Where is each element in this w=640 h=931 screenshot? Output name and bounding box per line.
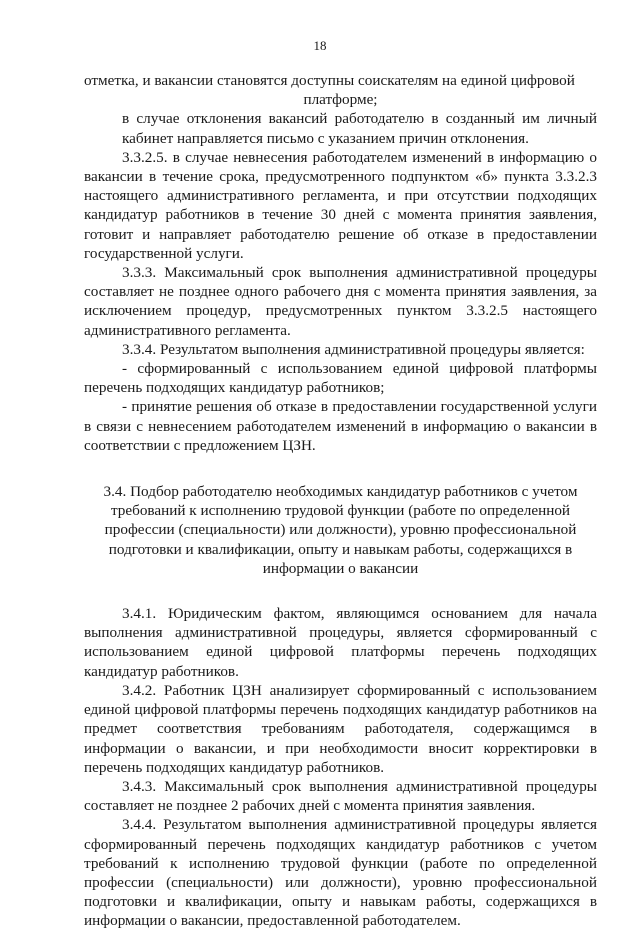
section-heading-3-4 [84,482,597,578]
heading-line: информации о вакансии [262,559,419,577]
paragraph-3-4-1: 3.4.1. Юридическим фактом, являющимся основанием для начала выполнения административной процедуры, является сформированный с использованием единой цифровой платформы перечень подходящих кандидатур работников. [84,605,597,680]
paragraph-list-item-2: - принятие решения об отказе в предоставлении государственной услуги в связи с невнесением работодателем изменений в информацию о вакансии в соответствии с предложением ЦЗН. [84,398,597,454]
paragraph-continuation: отметка, и вакансии становятся доступны соискателям на единой цифровой [84,72,575,89]
paragraph-3-3-3: 3.3.3. Максимальный срок выполнения административной процедуры составляет не позднее одного рабочего дня с момента принятия заявления, за исключением процедур, предусмотренных пунктом 3.3.2.5 настоящего административного регламента. [84,264,597,339]
paragraph-list-item-1: - сформированный с использованием единой цифровой платформы перечень подходящих кандидатур работников; [84,360,597,397]
heading-line: требований к исполнению трудовой функции (работе по определенной [110,502,571,520]
paragraph-3-3-4: 3.3.4. Результатом выполнения административной процедуры является: [122,340,585,358]
heading-line: 3.4. Подбор работодателю необходимых кандидатур работников с учетом [103,483,578,501]
paragraph-continuation-end: платформе; [303,91,378,109]
paragraph-3-4-2: 3.4.2. Работник ЦЗН анализирует сформированный с использованием единой цифровой платформы перечень подходящих кандидатур работников на предмет соответствия требованиям работодателя, содержащимся в информации о вакансии, и при необходимости вносит корректировки в перечень подходящих кандидатур работников. [84,681,597,776]
paragraph-rejection-notice: в случае отклонения вакансий работодателю в созданный им личный кабинет направляется письмо с указанием причин отклонения. [122,110,597,147]
paragraph-3-4-4: 3.4.4. Результатом выполнения административной процедуры является сформированный перечень подходящих кандидатур работников с учетом требований к исполнению трудовой функции (работе по определенной профессии (специальности) или должности), уровню профессиональной подготовки и квалификации, опыту и навыкам работы, содержащихся в информации о вакансии, предоставленной работодателем. [84,816,597,930]
page-number: 18 [313,38,327,53]
heading-line: профессии (специальности) или должности), уровню профессиональной [104,521,577,539]
document-body [84,71,597,931]
paragraph-3-3-2-5: 3.3.2.5. в случае невнесения работодателем изменений в информацию о вакансии в течение срока, предусмотренного подпунктом «б» пункта 3.3.2.3 настоящего административного регламента, и при отсутствии подходящих кандидатур работников в течение 30 дней с момента принятия заявления, готовит и направляет работодателю решение об отказе в предоставлении государственной услуги. [84,148,597,262]
heading-line: подготовки и квалификации, опыту и навыкам работы, содержащихся в [108,540,573,558]
paragraph-3-4-3: 3.4.3. Максимальный срок выполнения административной процедуры составляет не позднее 2 рабочих дней с момента принятия заявления. [84,777,597,815]
